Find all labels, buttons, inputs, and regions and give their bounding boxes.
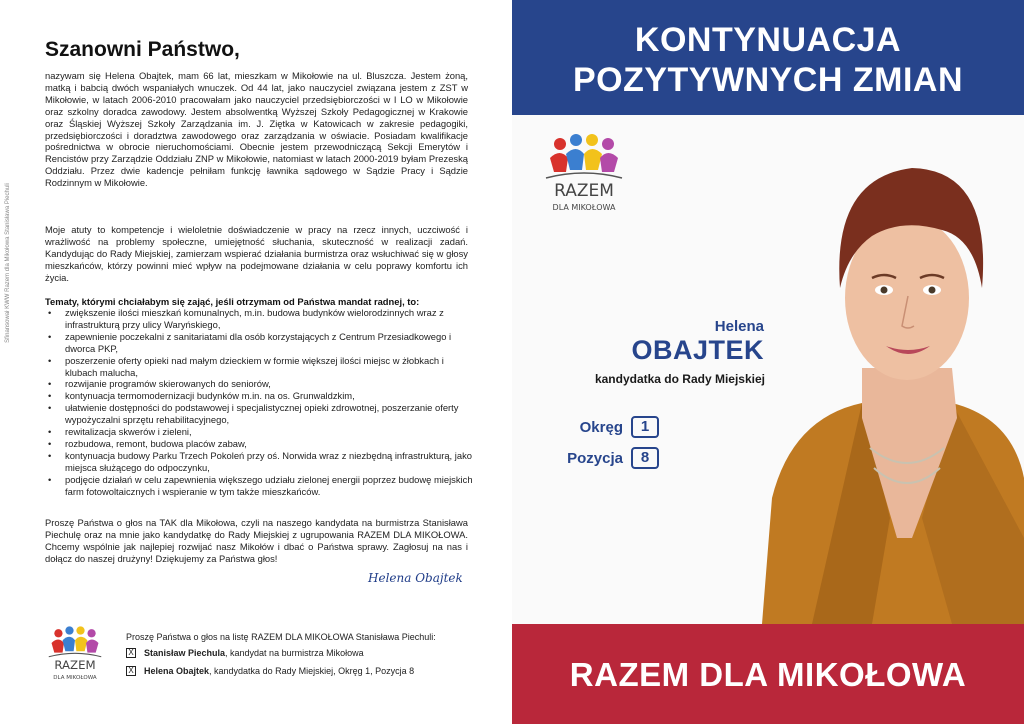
vote-row	[126, 666, 414, 676]
funding-note: Sfinansował KWW Razem dla Mikołowa Stanisława Piechuli	[5, 183, 11, 343]
bullet-icon: •	[48, 330, 52, 342]
candidate-portrait	[752, 118, 1024, 624]
bullet-icon: •	[48, 426, 52, 438]
position-row	[541, 447, 659, 469]
list-item: • kontynuacja budowy Parku Trzech Pokoleń przy oś. Norwida wraz z niezbędną infrastrukturą, jako miejsca służącego do odpoczynku,	[48, 449, 472, 473]
vote-desc: , kandydatka do Rady Miejskiej, Okręg 1, Pozycja 8	[209, 666, 415, 676]
strengths-paragraph: Moje atuty to kompetencje i wieloletnie doświadczenie w pracy na rzecz innych, uczciwość i wrażliwość na problemy społeczne, umiejętność słuchania, skuteczność w realizacji zadań. Kandydując do Rady Miejskiej, zamierzam wspierać działania burmistrza oraz wsłuchiwać się w głosy mieszkańców, którzy powinni mieć wpływ na podejmowane działania w celu poprawy komfortu ich życia.	[45, 224, 468, 283]
logo-sub: DLA MIKOŁOWA	[53, 674, 97, 681]
list-item: • rozbudowa, remont, budowa placów zabaw,	[48, 437, 247, 449]
district-row	[541, 416, 659, 438]
razem-logo-small	[40, 625, 110, 683]
bullet-icon: •	[48, 437, 52, 449]
bullet-icon: •	[48, 307, 52, 318]
candidate-last-name: OBAJTEK	[631, 335, 764, 365]
bullet-icon: •	[48, 354, 52, 366]
bullet-icon: •	[48, 449, 52, 461]
position-label: Pozycja	[567, 449, 623, 467]
logo-word: RAZEM	[554, 181, 614, 201]
bottom-title: RAZEM DLA MIKOŁOWA	[569, 656, 967, 693]
bullet-icon: •	[48, 473, 52, 485]
checkbox-x-icon: X	[126, 666, 136, 676]
district-number-badge: 1	[631, 416, 659, 438]
closing-paragraph: Proszę Państwa o głos na TAK dla Mikołowa, czyli na naszego kandydata na burmistrza Stanisława Piechulę oraz na mnie jako kandydatkę do Rady Miejskiej z ugrupowania RAZEM DLA MIKOŁOWA. Chcemy wspólnie jak najlepiej rozwijać nasz Mikołów i dbać o Państwa sprawy. Zagłosuj na nas i dołącz do naszej drużyny! Dziękujemy za Państwa głos!	[45, 517, 468, 564]
list-item: • podjęcie działań w celu zapewnienia większego udziału zielonej energii poprzez budowę miejskich farm fotowoltaicznych i wspieranie w tym także mieszkańców.	[48, 473, 473, 497]
signature: Helena Obajtek	[368, 571, 463, 585]
list-item: • rewitalizacja skwerów i zieleni,	[48, 426, 192, 438]
logo-word: RAZEM	[54, 658, 96, 673]
topics-heading: Tematy, którymi chciałabym się zająć, jeśli otrzymam od Państwa mandat radnej, to:	[45, 296, 420, 307]
list-item: • zwiększenie ilości mieszkań komunalnych, m.in. budowa budynków wielorodzinnych wraz z infrastrukturą przy ulicy Waryńskiego,	[48, 307, 444, 330]
greeting-heading: Szanowni Państwo,	[45, 38, 240, 61]
intro-paragraph: nazywam się Helena Obajtek, mam 66 lat, mieszkam w Mikołowie na ul. Bluszcza. Jestem żoną, matką i babcią dwóch wspaniałych wnuczek. Od 44 lat, jako nauczyciel związana jestem z ZST w Mikołowie, w latach 2006-2010 pracowałam jako nauczyciel przedsiębiorczości w I LO w Mikołowie oraz szkolny doradca zawodowy. Jestem absolwentką Wyższej Szkoły Pedagogicznej w Krakowie oraz Śląskiej Wyższej Szkoły Zarządzania im. J. Ziętka w Katowicach w zakresie pedagogiki, przedsiębiorczości i doradztwa zawodowego oraz zarządzania w oświacie. Posiadam kwalifikacje pośrednictwa w obrocie nieruchomościami. Obecnie jestem przewodniczącą Sekcji Emerytów i Rencistów przy Zarządzie Oddziału ZNP w Mikołowie, natomiast w latach 2000-2019 byłam Prezeską Oddziału. Przez dwie kadencje pełniłam funkcję ławnika sądowego w Sądzie Pracy i Sądzie Rodzinnym w Mikołowie.	[45, 70, 468, 189]
headline-line-1: KONTYNUACJA	[634, 21, 902, 59]
candidate-role: kandydatka do Rady Miejskiej	[594, 372, 765, 386]
vote-instruction: Proszę Państwa o głos na listę RAZEM DLA MIKOŁOWA Stanisława Piechuli:	[126, 632, 436, 642]
list-item: • ułatwienie dostępności do podstawowej i specjalistycznej opieki zdrowotnej, poszerzanie oferty wypożyczalni sprzętu rehabilitacyjnego,	[48, 402, 459, 426]
bullet-icon: •	[48, 390, 52, 402]
razem-logo	[538, 132, 630, 216]
vote-name: Stanisław Piechula	[144, 648, 226, 658]
list-item: • poszerzenie oferty opieki nad małym dzieckiem w formie większej ilości miejsc w żłobkach i klubach malucha,	[48, 354, 444, 378]
poster-page	[512, 0, 1024, 724]
bullet-icon: •	[48, 402, 52, 414]
checkbox-x-icon: X	[126, 648, 136, 658]
list-item: • kontynuacja termomodernizacji budynków m.in. na os. Grunwaldzkim,	[48, 390, 355, 402]
list-item: • rozwijanie programów skierowanych do seniorów,	[48, 378, 271, 390]
vote-name: Helena Obajtek	[144, 666, 210, 676]
headline-line-2: POZYTYWNYCH ZMIAN	[572, 61, 964, 99]
candidate-first-name: Helena	[714, 318, 764, 335]
logo-sub: DLA MIKOŁOWA	[552, 203, 616, 212]
position-number-badge: 8	[631, 447, 659, 469]
vote-desc: , kandydat na burmistrza Mikołowa	[225, 648, 364, 658]
topics-list	[45, 307, 475, 498]
vote-row	[126, 648, 364, 658]
bullet-icon: •	[48, 378, 52, 390]
district-label: Okręg	[579, 418, 623, 436]
list-item: • zapewnienie poczekalni z sanitariatami dla osób korzystających z Centrum Przesiadkowego i dworca PKP,	[48, 330, 452, 354]
